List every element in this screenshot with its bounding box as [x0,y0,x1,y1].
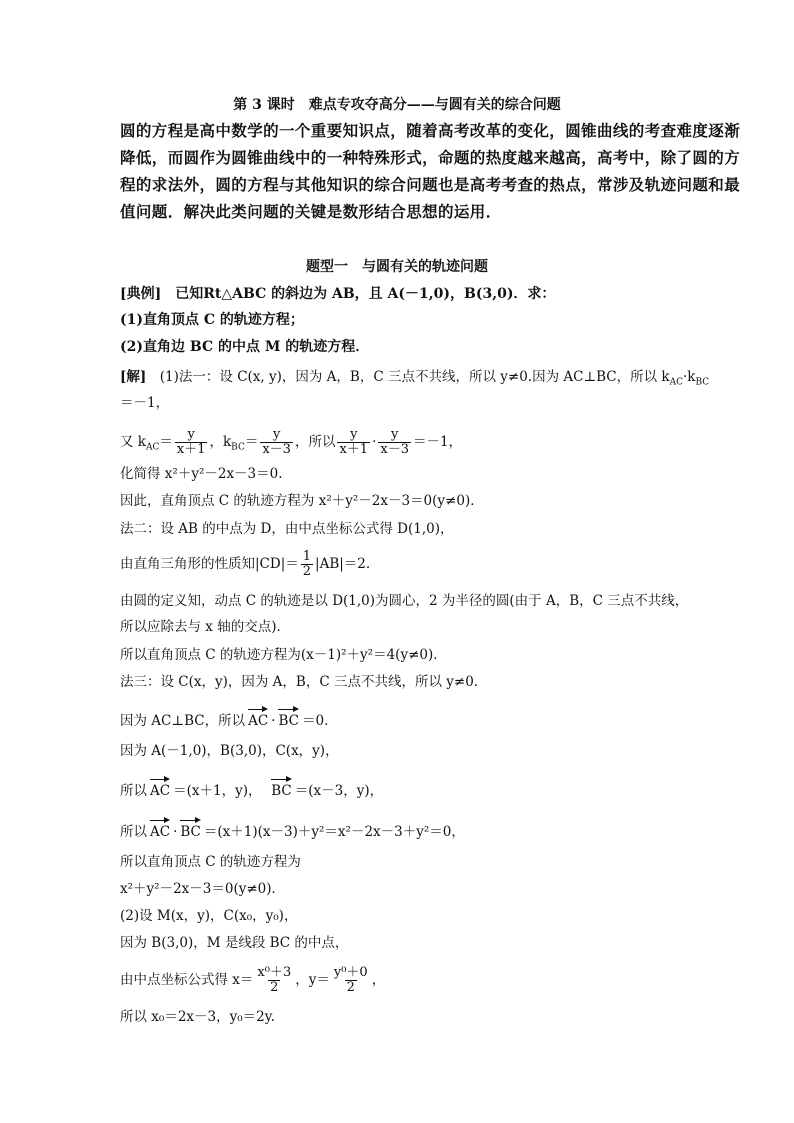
page-title: 第 3 课时 难点专攻夺高分——与圆有关的综合问题 [233,97,561,113]
solution-line-7 [120,550,698,579]
solution-text: 因为 AC⊥BC，所以 [120,713,246,729]
solution-line-18: (2)设 M(x，y)，C(x₀，y₀)， [120,908,298,924]
solution-label: [解] [120,369,147,385]
solution-line-3 [120,428,698,462]
dot-operator: · [173,824,178,840]
fraction [255,966,293,995]
solution-line-16: 所以直角顶点 C 的轨迹方程为 [120,854,301,870]
vector-ac: AC [150,819,170,841]
denominator: x＋1 [176,442,206,457]
solution-line-12 [120,708,698,730]
denominator: 2 [270,980,279,995]
fraction [175,428,208,457]
solution-text: ＝－1， [412,434,463,450]
equals-sign: ＝ [159,434,173,450]
fraction-one-half [301,550,313,579]
intro-line-2: 降低，而圆作为圆锥曲线中的一种特殊形式，命题的热度越来越高，高考中，除了圆的方 [120,148,741,167]
section-heading: 题型一 与圆有关的轨迹问题 [306,259,488,275]
solution-line-21: 所以 x₀＝2x－3，y₀＝2y. [120,1009,275,1025]
subscript: BC [695,377,710,388]
solution-line-19: 因为 B(3,0)，M 是线段 BC 的中点， [120,935,349,951]
denominator: 2 [346,980,355,995]
numerator: x⁰＋3 [257,965,292,980]
fraction [260,428,293,457]
solution-text: ， [371,972,386,988]
solution-line-6: 法二：设 AB 的中点为 D，由中点坐标公式得 D(1,0)， [120,521,454,537]
solution-text: ，y＝ [295,972,330,988]
subscript: AC [145,442,160,453]
denominator: x－3 [380,442,409,457]
solution-text: ，k [209,434,232,450]
numerator: y [272,427,281,442]
fraction [378,428,411,457]
example-label: [典例] [120,286,162,302]
solution-line-2: ＝－1， [120,395,170,411]
dot-operator: · [271,713,276,729]
solution-text: (1)法一：设 C(x, y)，因为 A，B，C 三点不共线，所以 y≠0.因为 AC⊥BC，所以 k [146,369,670,385]
intro-line-3: 程的求法外，圆的方程与其他知识的综合问题也是高考考查的热点，常涉及轨迹问题和最 [120,175,741,194]
solution-text: 所以 [120,783,147,799]
solution-line-20 [120,966,698,995]
fraction [332,966,370,995]
denominator: x＋1 [339,442,369,457]
vector-bc: BC [180,819,201,841]
example-question-2: (2)直角边 BC 的中点 M 的轨迹方程． [120,339,370,355]
solution-text: |AB|＝2. [315,556,371,572]
dot-operator: · [372,434,377,450]
subscript: BC [231,442,245,453]
vector-bc: BC [278,708,299,730]
solution-line-1 [120,368,710,392]
vector-bc: BC [271,778,292,800]
subscript: AC [669,377,684,388]
solution-text: 又 k [120,434,146,450]
vector-ac: AC [248,708,268,730]
solution-text: ＝(x＋1)(x－3)＋y²＝x²－2x－3＋y²＝0， [203,824,465,840]
solution-text: ＝(x－3，y)， [294,783,384,799]
solution-text: 由直角三角形的性质知|CD|＝ [120,556,299,572]
numerator: y [350,427,358,442]
numerator: y [187,427,195,442]
solution-text: ＝(x＋1，y)， [173,783,255,799]
solution-line-13: 因为 A(－1,0)，B(3,0)，C(x，y)， [120,743,339,759]
solution-line-5: 因此，直角顶点 C 的轨迹方程为 x²＋y²－2x－3＝0(y≠0)． [120,493,484,509]
solution-line-11: 法三：设 C(x，y)，因为 A，B，C 三点不共线，所以 y≠0. [120,674,479,690]
solution-line-8: 由圆的定义知，动点 C 的轨迹是以 D(1,0)为圆心，2 为半径的圆(由于 A，B，C 三点不共线， [120,593,689,609]
solution-text: 所以 [120,824,147,840]
numerator: y⁰＋0 [333,965,368,980]
solution-line-14 [120,778,698,800]
vector-ac: AC [150,778,170,800]
numerator: y [390,427,399,442]
intro-line-1: 圆的方程是高中数学的一个重要知识点，随着高考改革的变化，圆锥曲线的考查难度逐渐 [120,121,741,140]
solution-line-9: 所以应除去与 x 轴的交点)． [120,619,290,635]
solution-text: ·k [683,369,696,385]
solution-line-17: x²＋y²－2x－3＝0(y≠0)． [120,881,286,897]
denominator: 2 [302,564,312,579]
equals-sign: ＝ [244,434,259,450]
example-statement [120,285,698,303]
denominator: x－3 [262,442,291,457]
numerator: 1 [302,549,312,564]
fraction [337,428,370,457]
example-text: 已知Rt△ABC 的斜边为 AB，且 A(－1,0)，B(3,0)．求： [161,286,556,302]
intro-line-4: 值问题．解决此类问题的关键是数形结合思想的运用． [120,202,502,221]
solution-text: ，所以 [294,434,336,450]
solution-line-10: 所以直角顶点 C 的轨迹方程为(x－1)²＋y²＝4(y≠0)． [120,647,447,663]
solution-line-15 [120,819,698,841]
solution-text: ＝0. [301,713,329,729]
solution-text: 由中点坐标公式得 x＝ [120,972,254,988]
solution-line-4: 化简得 x²＋y²－2x－3＝0. [120,466,283,482]
example-question-1: (1)直角顶点 C 的轨迹方程； [120,312,304,328]
